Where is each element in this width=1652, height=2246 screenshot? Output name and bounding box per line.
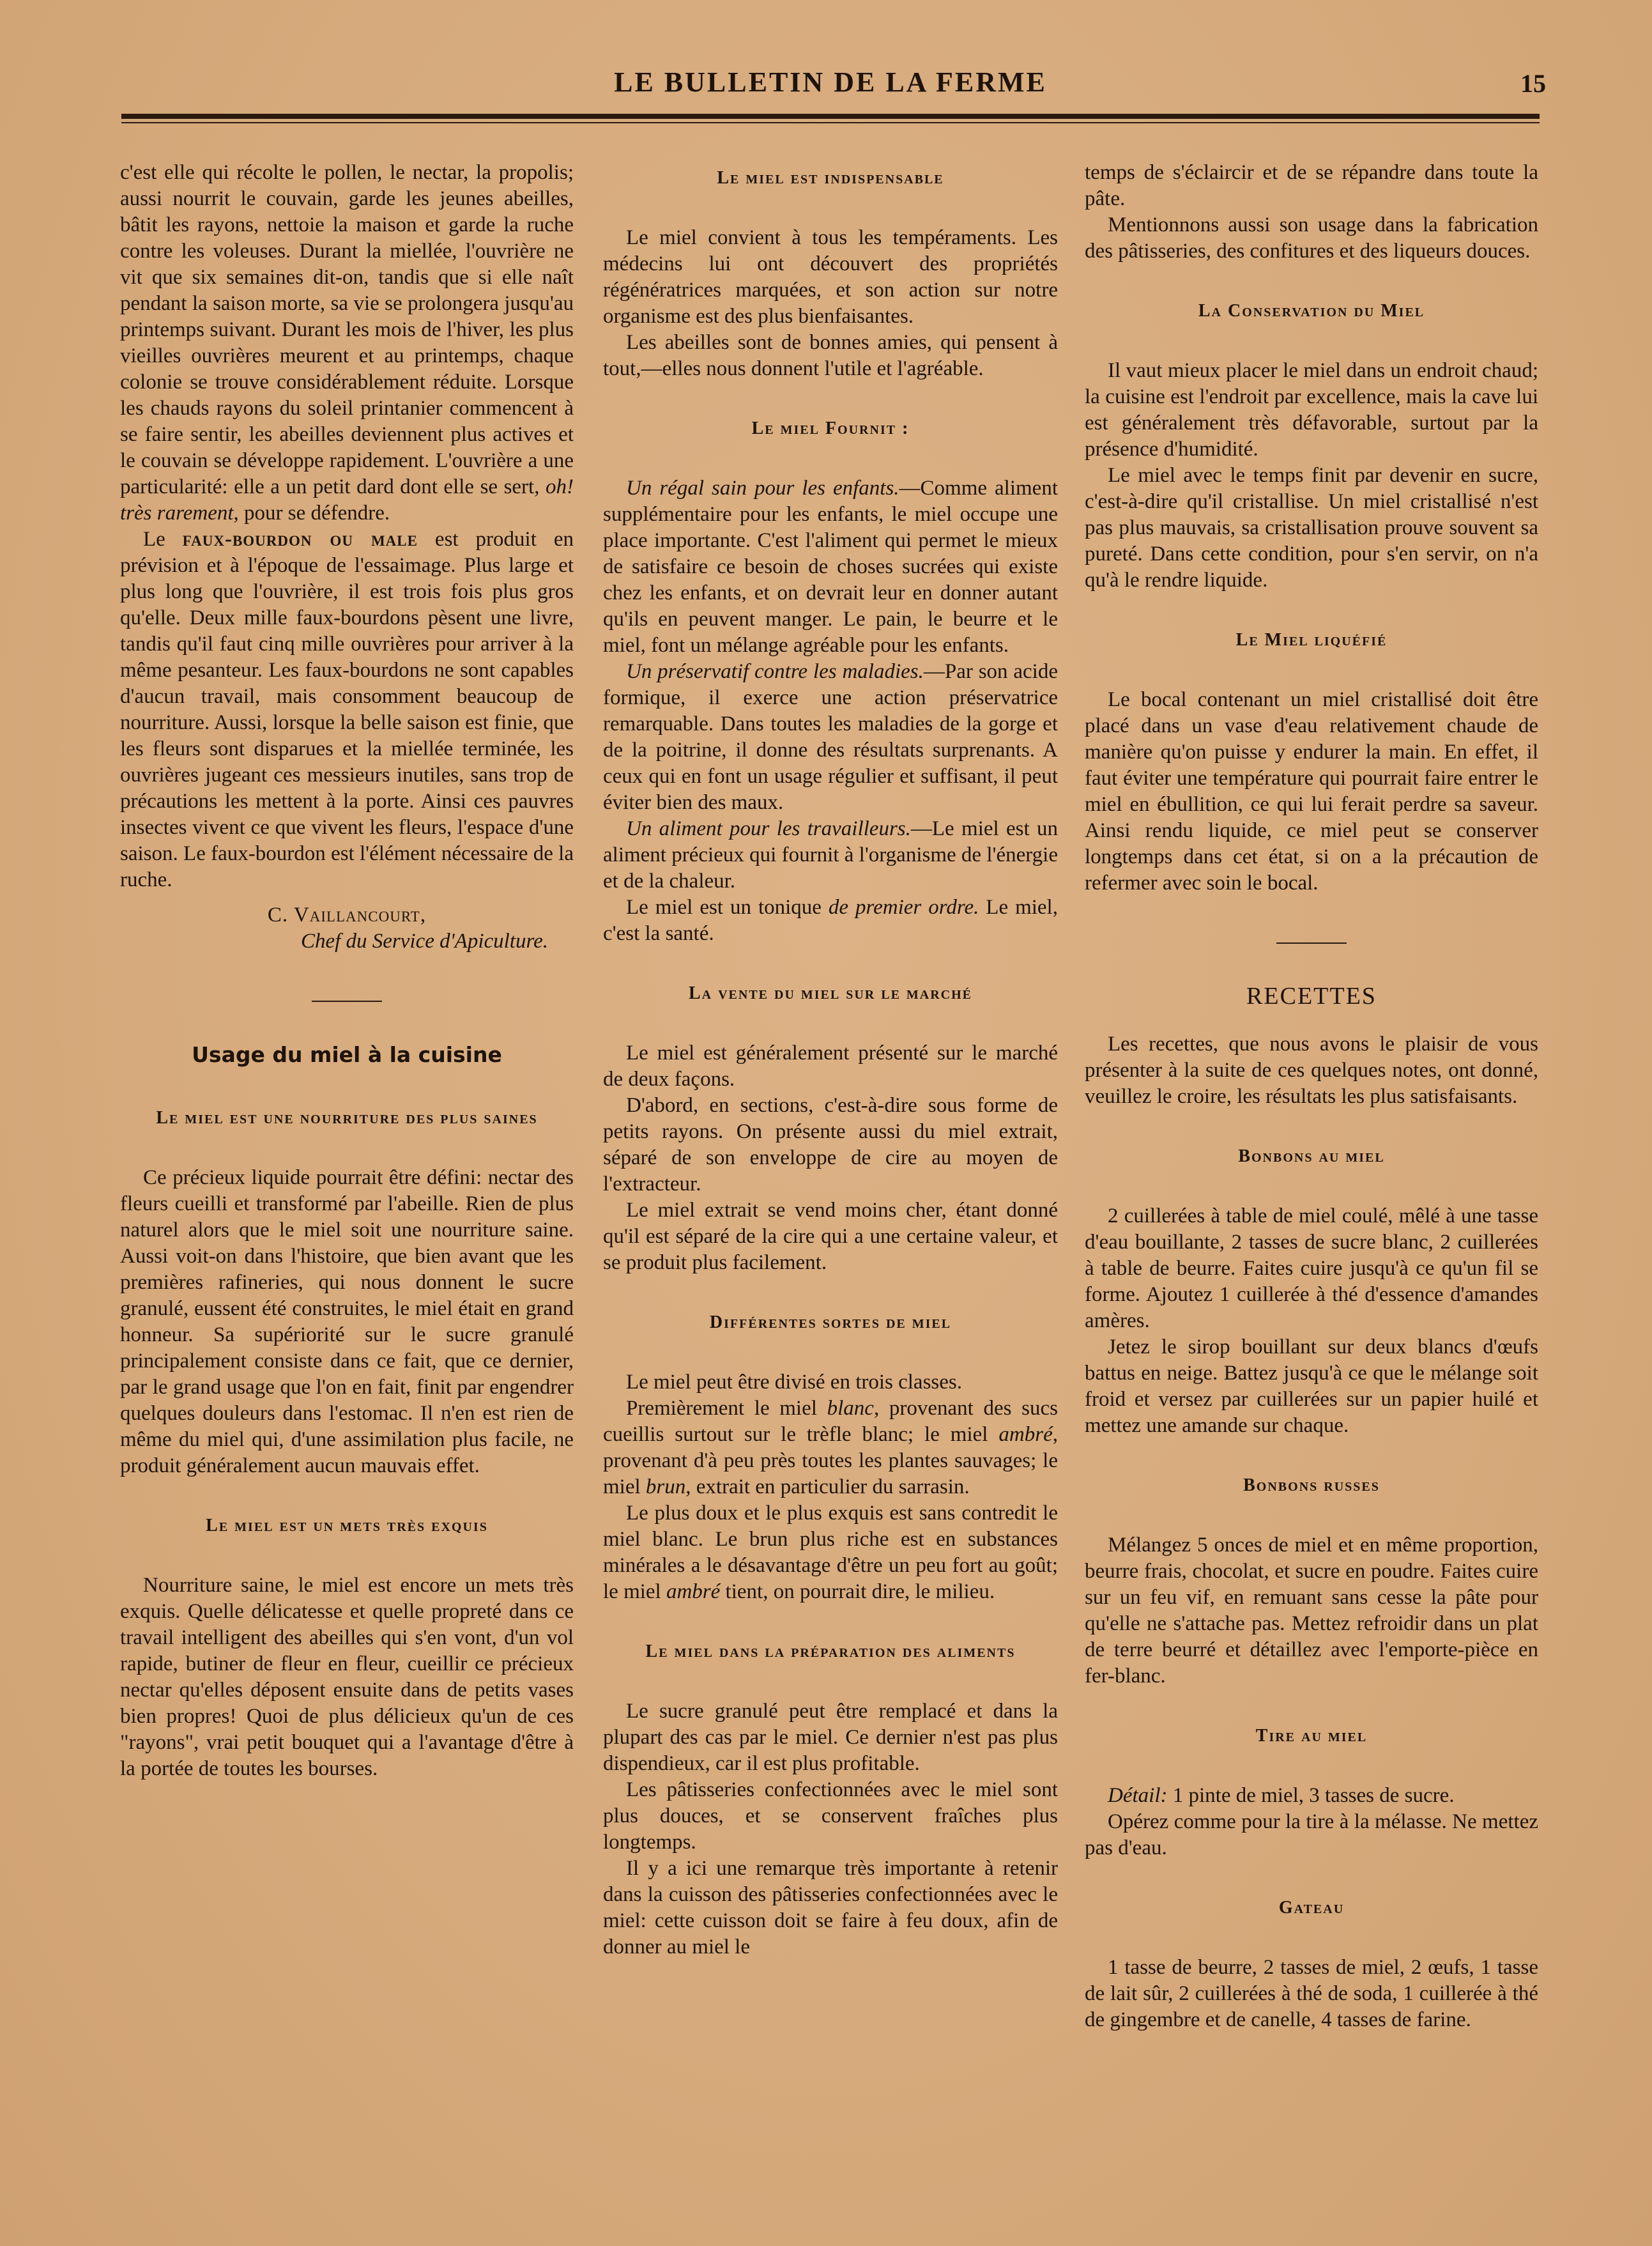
emphasis: ambré [998,1423,1053,1446]
text: —Le miel est un aliment précieux qui fournit à l'organisme de l'énergie et de la chaleur. [603,817,1058,893]
subheading: Différentes sortes de miel [709,1312,952,1332]
text: Le miel, c'est la santé. [603,896,1058,945]
subheading: Bonbons au miel [1238,1146,1385,1166]
separator [1276,942,1347,944]
text: —Par son acide formique, il exerce une action préservatrice remarquable. Dans toutes les maladies de la gorge et de la poitrine, il donne des résultats surprenants. A ceux qui en font un usage régulier et suffisant, il peut éviter bien des maux. [603,660,1058,814]
paragraph: Les abeilles sont de bonnes amies, qui pensent à tout,—elles nous donnent l'utile et l'agréable. [603,331,1058,380]
paragraph: Les pâtisseries confectionnées avec le miel sont plus douces, et se conservent fraîches plus longtemps. [603,1778,1058,1854]
emphasis: Un aliment pour les travailleurs. [626,817,911,840]
text: est produit en prévision et à l'époque de l'essaimage. Plus large et plus long que l'ouvrière, il est trois fois plus gros qu'elle. Deux mille faux-bourdons pèsent une livre, tandis qu'il faut cinq mille ouvrières pour arriver à la même pesanteur. Les faux-bourdons ne sont capables d'aucun travail, mais consomment beaucoup de nourriture. Aussi, lorsque la belle saison est finie, que les fleurs sont disparues et la miellée terminée, les ouvrières jugeant ces messieurs inutiles, sans trop de précautions les mettent à la porte. Ainsi ces pauvres insectes vivent ce que vivent les fleurs, l'espace d'une saison. Le faux-bourdon est l'élément nécessaire de la ruche. [120,528,574,891]
paragraph: 2 cuillerées à table de miel coulé, mêlé à une tasse d'eau bouillante, 2 tasses de sucre blanc, 2 cuillerées à table de beurre. Faites cuire jusqu'à ce qu'un fil se forme. Ajoutez 1 cuillerée à thé d'essence d'amandes amères. [1085,1204,1538,1332]
paragraph: temps de s'éclaircir et de se répandre dans toute la pâte. [1085,161,1538,210]
column-2 [603,160,1058,1960]
paragraph: 1 tasse de beurre, 2 tasses de miel, 2 œufs, 1 tasse de lait sûr, 2 cuillerées à thé de soda, 1 cuillerée à thé de gingembre et de canelle, 4 tasses de farine. [1085,1956,1538,2031]
subheading: Le miel est indispensable [717,168,944,188]
paragraph [1085,1783,1538,1809]
recettes-title: RECETTES [1246,983,1377,1010]
section-title: Usage du miel à la cuisine [192,1042,502,1067]
signature-title: Chef du Service d'Apiculture. [300,930,548,953]
emphasis: blanc [827,1397,874,1420]
signature-name: C. Vaillancourt, [267,904,427,927]
paragraph: Opérez comme pour la tire à la mélasse. Ne mettez pas d'eau. [1085,1810,1538,1859]
paragraph [120,160,574,527]
paragraph [603,475,1058,659]
paragraph [603,659,1058,816]
emphasis: brun [645,1475,686,1498]
text: tient, on pourrait dire, le milieu. [720,1580,995,1603]
paragraph: D'abord, en sections, c'est-à-dire sous forme de petits rayons. On présente aussi du miel extrait, séparé de son enveloppe de cire au moyen de l'extracteur. [603,1094,1058,1196]
text: c'est elle qui récolte le pollen, le nectar, la propolis; aussi nourrit le couvain, garde les jeunes abeilles, bâtit les rayons, nettoie la maison et garde la ruche contre les voleuses. Durant la miellée, l'ouvrière ne vit que six semaines dit-on, tandis que si elle naît pendant la saison morte, sa vie se prolongera jusqu'au printemps suivant. Durant les mois de l'hiver, les plus vieilles ouvrières meurent et au printemps, chaque colonie se trouve considérablement réduite. Lorsque les chauds rayons du soleil printanier commencent à se faire sentir, les abeilles deviennent plus actives et le couvain se développe rapidement. L'ouvrière a une particularité: elle a un petit dard dont elle se sert, [120,161,574,498]
subheading: Le miel est un mets très exquis [206,1516,488,1535]
publication-title: LE BULLETIN DE LA FERME [614,66,1047,98]
column-3 [1085,160,1538,2033]
page-number: 15 [1520,69,1546,98]
emphasis: Un régal sain pour les enfants. [626,477,899,500]
paragraph [603,1500,1058,1605]
text: , provenant d'à peu près toutes les plantes sauvages; le miel [603,1423,1058,1498]
paragraph: Le miel avec le temps finit par devenir en sucre, c'est-à-dire qu'il cristallise. Un miel cristallisé n'est pas plus mauvais, sa cristallisation prouve souvent sa pureté. Dans cette condition, pour s'en servir, on n'a qu'à le rendre liquide. [1085,464,1538,592]
paragraph [603,895,1058,947]
paragraph: Le bocal contenant un miel cristallisé doit être placé dans un vase d'eau relativement chaude de manière qu'on puisse y endurer la main. En effet, il faut éviter une température qui pourrait faire entrer le miel en ébullition, ce qui lui ferait perdre sa saveur. Ainsi rendu liquide, ce miel peut se conserver longtemps dans cet état, si on a la précaution de refermer avec soin le bocal. [1085,688,1538,895]
paragraph: Ce précieux liquide pourrait être défini: nectar des fleurs cueilli et transformé par l'abeille. Rien de plus naturel alors que le miel soit une nourriture saine. Aussi voit-on dans l'histoire, que bien avant que les premières rafineries, qui nous donnent le sucre granulé, eussent été construites, le miel était en grand honneur. Sa supériorité sur le sucre granulé principalement consiste dans ce fait, que ce dernier, par le grand usage que l'on en fait, finit par engendrer quelques douleurs dans l'estomac. Il n'en est rien de même du miel qui, d'une assimilation plus facile, ne produit généralement aucun mauvais effet. [120,1166,574,1477]
subheading: Le miel Fournit : [751,419,910,438]
emphasis: oh! très rarement [120,475,574,525]
emphasis: Détail: [1108,1784,1168,1807]
paragraph: Le miel peut être divisé en trois classes. [626,1371,963,1394]
paragraph: Jetez le sirop bouillant sur deux blancs d'œufs battus en neige. Battez jusqu'à ce que le mélange soit froid et versez par cuillerées sur un papier huilé et mettez une amande sur chaque. [1085,1335,1538,1437]
paragraph: Le miel convient à tous les tempéraments. Les médecins lui ont découvert des propriétés régénératrices marquées, et son action sur notre organisme est des plus bienfaisantes. [603,226,1058,328]
paragraph [603,1396,1058,1500]
text: —Comme aliment supplémentaire pour les enfants, le miel occupe une place importante. C'est l'aliment qui permet le mieux de satisfaire ce besoin de choses sucrées qui existe chez les enfants, et on devrait leur en donner autant qu'ils en peuvent manger. Le pain, le beurre et le miel, font un mélange agréable pour les enfants. [603,477,1059,657]
subheading: Le miel dans la préparation des aliments [645,1642,1016,1661]
paragraph [120,527,574,893]
paragraph: Le miel extrait se vend moins cher, étant donné qu'il est séparé de la cire qui a une certaine valeur, et se produit plus facilement. [603,1199,1058,1274]
emphasis: de premier ordre. [828,896,979,919]
paragraph: Nourriture saine, le miel est encore un mets très exquis. Quelle délicatesse et quelle propreté dans ce travail intelligent des abeilles qui s'en vont, d'un vol rapide, butiner de fleur en fleur, cueillir ce précieux nectar qu'elles déposent ensuite dans de petits vases bien propres! Quoi de plus délicieux qu'un de ces "rayons", vrai petit bouquet qui a l'avantage d'être à la portée de toutes les bourses. [120,1574,574,1780]
text: , provenant des sucs cueillis surtout sur le trèfle blanc; le miel [603,1397,1058,1446]
emphasis: ambré [666,1580,721,1603]
text: Premièrement le miel [626,1397,827,1420]
subheading: Le miel est une nourriture des plus saines [156,1108,538,1128]
paragraph: Les recettes, que nous avons le plaisir de vous présenter à la suite de ces quelques notes, ont donné, veuillez le croire, les résultats les plus satisfaisants. [1085,1033,1538,1108]
subheading: La Conservation du Miel [1198,301,1425,321]
text: Le [143,528,183,551]
emphasis: Un préservatif contre les maladies. [626,660,924,683]
separator [312,1001,382,1002]
text: Le plus doux et le plus exquis est sans contredit le miel blanc. Le brun plus riche est en substances minérales a le désavantage d'être un peu fort au goût; le miel [603,1502,1058,1603]
paragraph: Le sucre granulé peut être remplacé et dans la plupart des cas par le miel. Ce dernier n'est pas plus dispendieux, car il est plus profitable. [603,1700,1058,1775]
text: , extrait en particulier du sarrasin. [685,1475,970,1498]
masthead [115,61,1546,105]
paragraph: Il y a ici une remarque très importante à retenir dans la cuisson des pâtisseries confectionnées avec le miel: cette cuisson doit se faire à feu doux, afin de donner au miel le [603,1857,1058,1958]
column-1 [120,160,574,1782]
text: 1 pinte de miel, 3 tasses de sucre. [1167,1784,1455,1807]
paragraph: Il vaut mieux placer le miel dans un endroit chaud; la cuisine est l'endroit par excellence, mais la cave lui est généralement très défavorable, surtout par la présence d'humidité. [1085,359,1538,461]
text: Le miel est un tonique [626,896,829,919]
subheading: Bonbons russes [1243,1475,1380,1495]
small-caps-term: faux-bourdon ou male [182,528,418,551]
subheading: Gateau [1278,1898,1345,1918]
paragraph: Le miel est généralement présenté sur le marché de deux façons. [603,1042,1058,1091]
paragraph: Mentionnons aussi son usage dans la fabrication des pâtisseries, des confitures et des liqueurs douces. [1085,213,1538,263]
subheading: Tire au miel [1255,1726,1368,1746]
header-rule [121,114,1540,119]
paragraph: Mélangez 5 onces de miel et en même proportion, beurre frais, chocolat, et sucre en poudre. Faites cuire sur un feu vif, en remuant sans cesse la pâte pour qu'elle ne s'attache pas. Mettez refroidir dans un plat de terre beurré et détaillez avec l'emporte-pièce en fer-blanc. [1085,1534,1538,1688]
header-rule-thin [121,122,1540,123]
text: , pour se défendre. [233,502,390,525]
subheading: La vente du miel sur le marché [688,983,973,1003]
subheading: Le Miel liquéfié [1235,630,1388,650]
paragraph [603,816,1058,895]
